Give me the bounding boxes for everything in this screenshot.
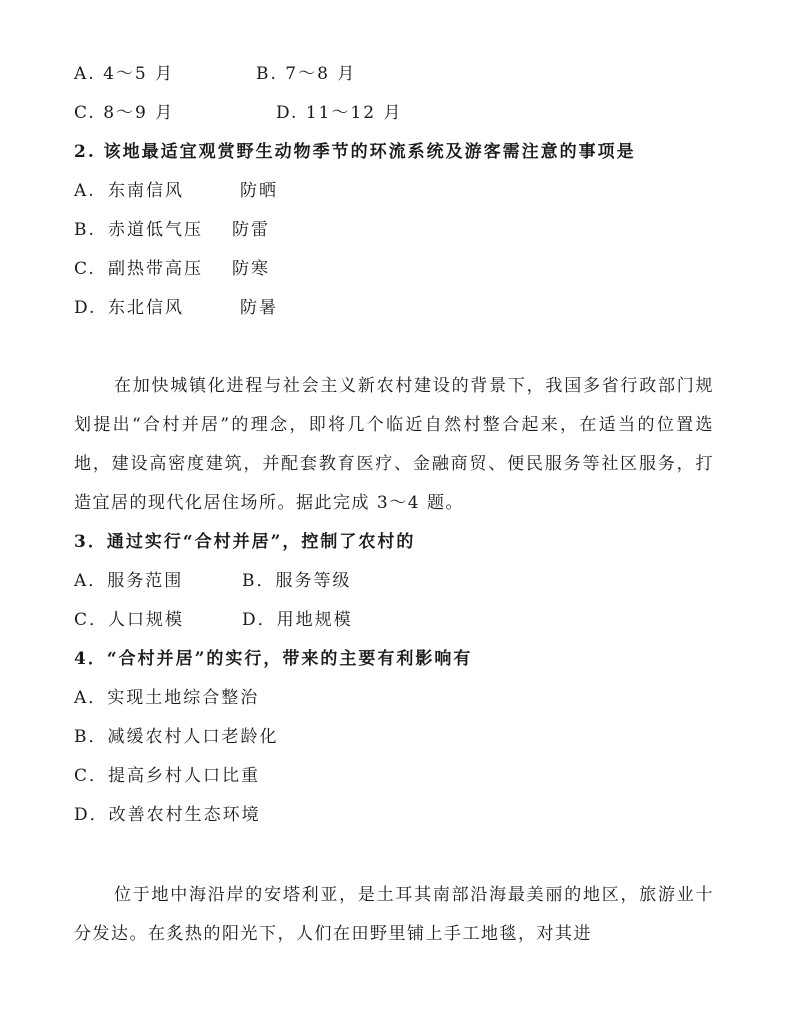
q2-option-letter: D. [74,298,97,318]
q1-option-c: C. 8～9 月 [74,103,175,123]
q3-stem: 3．通过实行“合村并居”，控制了农村的 [74,532,416,552]
q2-option-letter: C. [74,259,96,279]
q3-option-c: C．人口规模 [74,610,185,630]
q4-option-a: A．实现土地综合整治 [74,688,260,708]
q2-option-c [74,257,270,281]
q1-option-b: B. 7～8 月 [256,64,357,84]
q3-option-d: D．用地规模 [242,610,353,630]
q4-option-c: C．提高乡村人口比重 [74,766,261,786]
q3-option-b: B．服务等级 [242,571,352,591]
q3-option-row-1 [74,569,352,593]
q2-option-d [74,296,278,320]
q2-option-note: 防暑 [240,298,278,318]
q1-option-a: A. 4～5 月 [74,64,175,84]
q3-option-a: A．服务范围 [74,571,184,591]
q4-option-d: D．改善农村生态环境 [74,805,261,825]
q2-option-text: 东北信风 [108,298,184,318]
q2-option-letter: B. [74,220,96,240]
passage-q3-4: 在加快城镇化进程与社会主义新农村建设的背景下，我国多省行政部门规划提出“合村并居”的理念，即将几个临近自然村整合起来，在适当的位置选地，建设高密度建筑，并配套教育医疗、金融商贸、便民服务等社区服务，打造宜居的现代化居住场所。据此完成 3～4 题。 [74,376,714,513]
q2-option-note: 防雷 [232,220,270,240]
q1-option-d: D. 11～12 月 [276,103,403,123]
q1-option-row-2 [74,101,403,125]
q2-stem: 2. 该地最适宜观赏野生动物季节的环流系统及游客需注意的事项是 [74,142,636,162]
q2-option-text: 赤道低气压 [108,220,203,240]
q1-option-row-1 [74,62,357,86]
q2-option-a [74,179,278,203]
q2-option-text: 东南信风 [108,181,184,201]
q2-option-letter: A. [74,181,96,201]
q4-stem: 4．“合村并居”的实行，带来的主要有利影响有 [74,649,473,669]
passage-antalya: 位于地中海沿岸的安塔利亚，是土耳其南部沿海最美丽的地区，旅游业十分发达。在炙热的阳光下，人们在田野里铺上手工地毯，对其进 [74,885,714,944]
q3-option-row-2 [74,608,353,632]
q4-option-b: B．减缓农村人口老龄化 [74,727,279,747]
q2-option-note: 防寒 [232,259,270,279]
q2-option-text: 副热带高压 [108,259,203,279]
q2-option-note: 防晒 [240,181,278,201]
q2-option-b [74,218,270,242]
